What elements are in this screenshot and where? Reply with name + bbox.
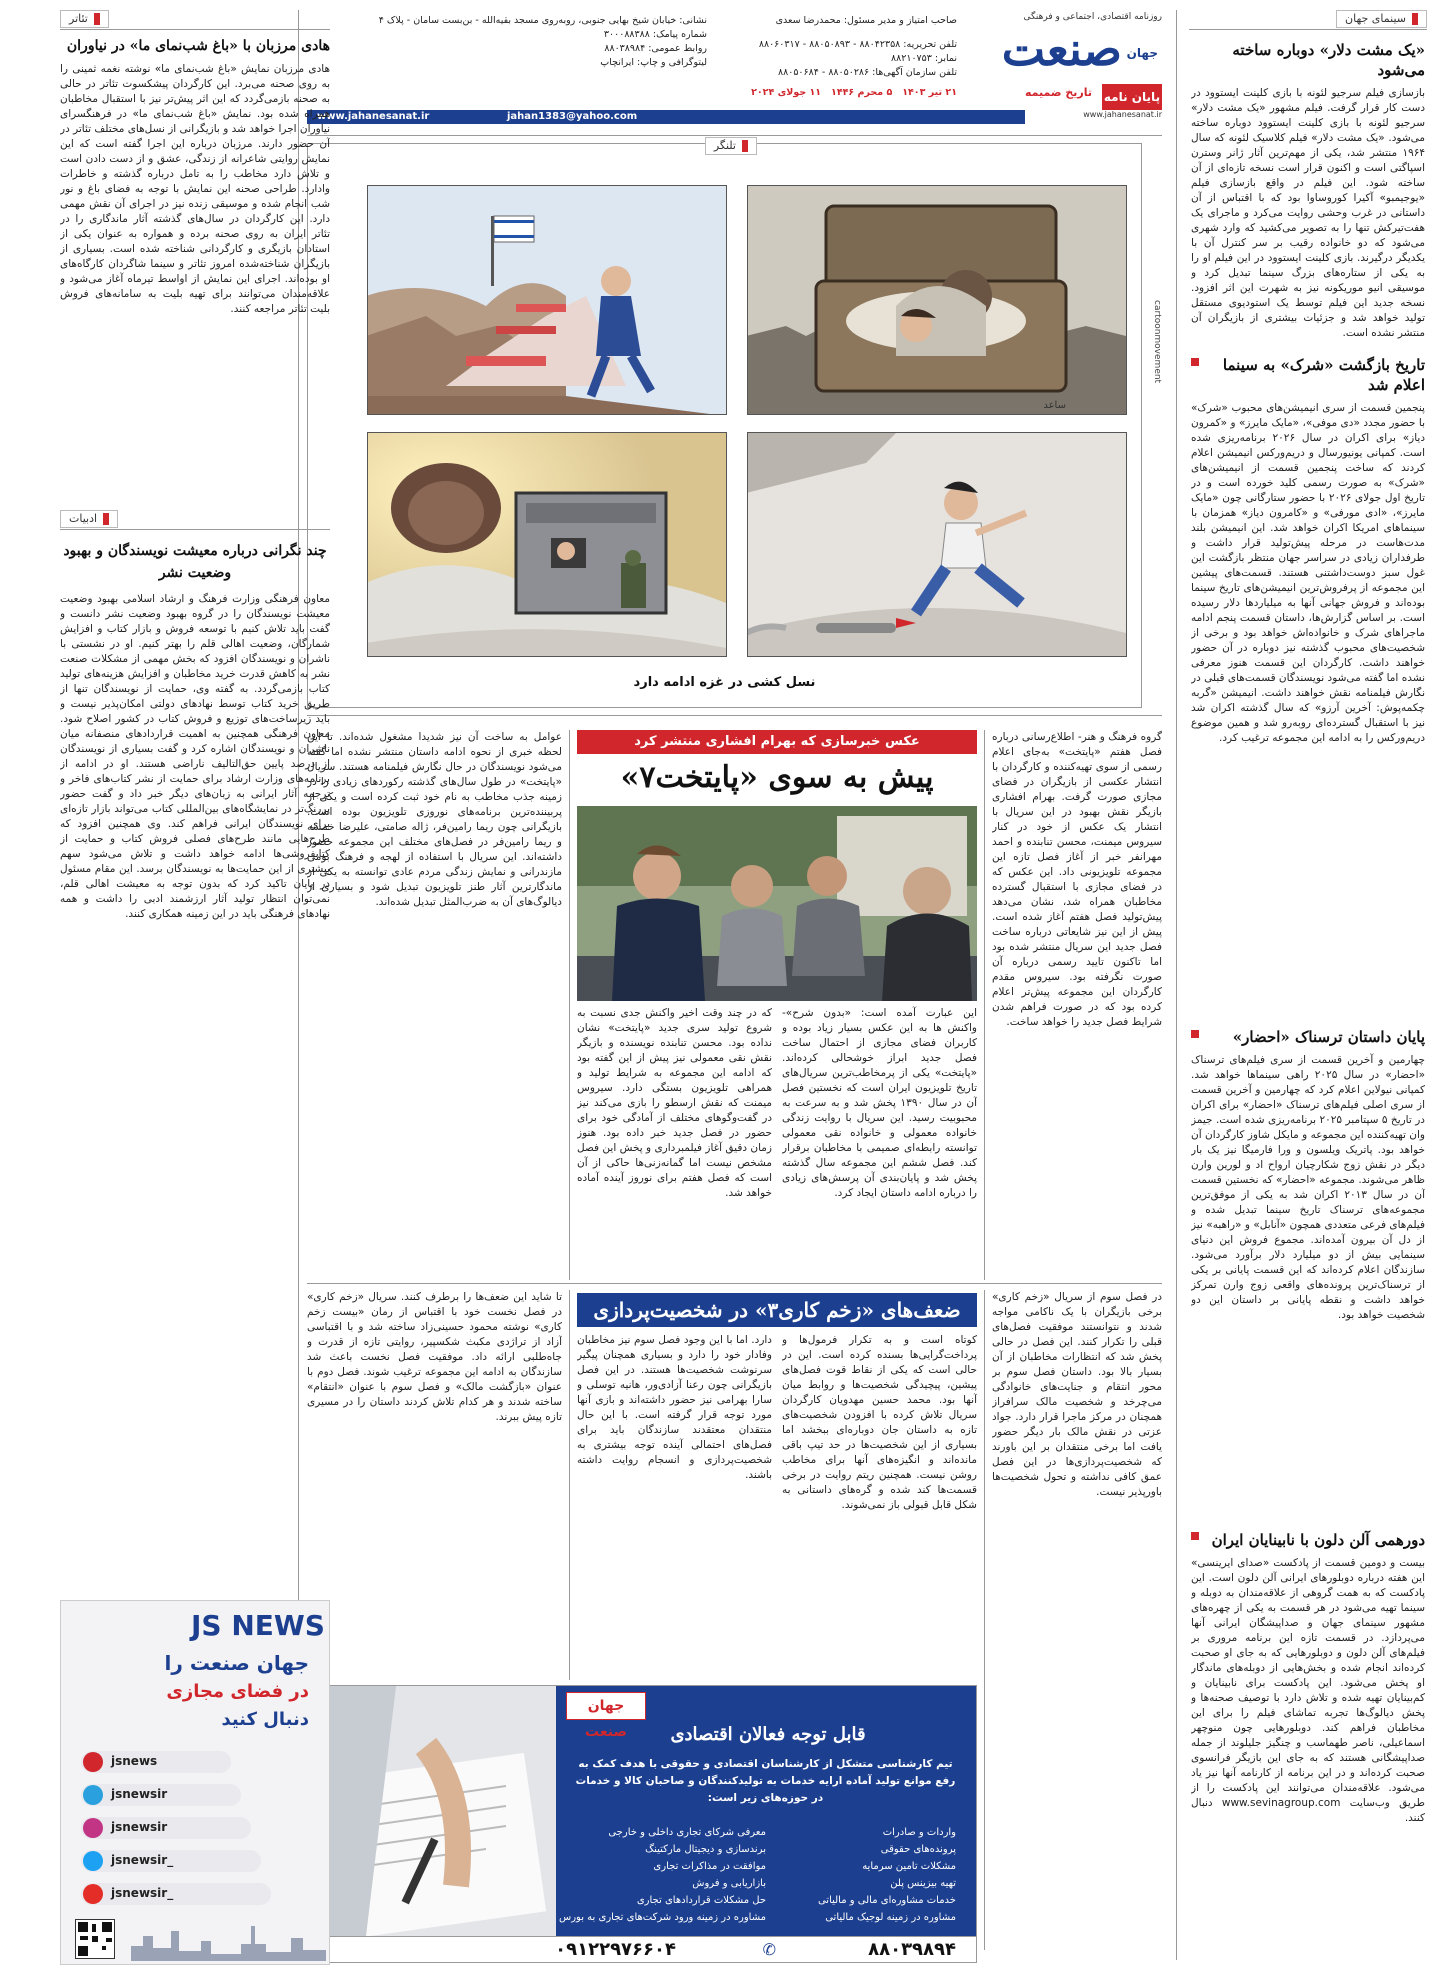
divider (307, 715, 1162, 716)
social-twitter[interactable] (81, 1850, 261, 1872)
article-body: کوتاه است و به تکرار فرمول‌ها و پرداخت‌گرایی‌ها بسنده کرده است. این در حالی است که یکی از نقاط قوت فصل‌های پیشین، پیچیدگی شخصیت‌ها و روابط میان آنها بود. محمد حسین مهدویان کارگردان سریال تلاش کرده با افزودن شخصیت‌های تازه به داستان جان دوباره‌ای ببخشد اما بسیاری از این شخصیت‌ها در حد تیپ باقی مانده‌اند و انگیزه‌های آنها برای مخاطب روشن نیست. همچنین ریتم روایت در برخی قسمت‌ها کند شده و گره‌های داستانی به شکل قابل قبولی باز نمی‌شوند. (782, 1334, 977, 1511)
masthead-info-right (717, 14, 957, 100)
ad-phone-1: ۸۸۰۳۹۸۹۴ (868, 1939, 956, 1960)
service-item: برندسازی و دیجیتال مارکتینگ (645, 1844, 766, 1855)
service-item: تهیه بیزینس پلن (890, 1878, 956, 1889)
date-persian: ۲۱ تیر ۱۴۰۳ (902, 87, 957, 98)
social-telegram[interactable] (81, 1784, 241, 1806)
masthead-website[interactable]: www.jahanesanat.ir (1083, 110, 1162, 119)
divider (307, 1283, 1162, 1284)
social-instagram[interactable] (81, 1817, 251, 1839)
social-handle: jsnewsir_ (111, 1853, 174, 1867)
sms: شماره پیامک: ۳۰۰۰۸۸۳۸۸ (603, 29, 707, 40)
main-article-col4 (307, 730, 562, 1275)
date-gregorian: ۱۱ جولای ۲۰۲۴ (751, 87, 822, 98)
suitcase-illustration (747, 186, 1126, 415)
social-jsnews[interactable] (81, 1751, 231, 1773)
ad-brand: جهان صنعت (566, 1692, 646, 1720)
service-item: واردات و صادرات (882, 1827, 956, 1838)
service-item: بازاریابی و فروش (692, 1878, 766, 1889)
article-title: پایان داستان ترسناک «احضار» (1232, 1028, 1425, 1046)
last-page-badge: پایان نامه (1102, 84, 1162, 110)
logo-sub: جهان (1126, 46, 1158, 60)
social-handle: jsnewsir_ (111, 1886, 174, 1900)
article-title: دورهمی آلن دلون با نابینایان ایران (1211, 1531, 1425, 1549)
section-tag-cinema: سینمای جهان (1336, 10, 1427, 28)
jsnews-line1: جهان صنعت را (164, 1651, 309, 1675)
social-youtube[interactable] (81, 1883, 271, 1905)
right-article-4 (1191, 1530, 1425, 1966)
right-article-1 (1191, 40, 1425, 386)
section-tag-literature: ادبیات (60, 510, 118, 528)
building-illustration (367, 433, 726, 657)
column-divider (569, 730, 570, 1280)
cartoon-suitcase (747, 185, 1127, 415)
telegram-icon (83, 1785, 103, 1805)
article-title: چند نگرانی درباره معیشت نویسندگان و بهبود وضعیت نشر (63, 543, 327, 581)
article-title: هادی مرزبان با «باغ شب‌نمای ما» در نیاوران (66, 38, 330, 54)
article-body: دارد. اما با این وجود فصل سوم نیز مخاطبان وفادار خود را دارد و بسیاری همچنان پیگیر سرنوشت شخصیت‌ها هستند. در این فصل بازیگرانی چون رعنا آزادی‌ور، هانیه توسلی و سارا بهرامی نیز حضور داشته‌اند و بازی آنها مورد توجه قرار گرفته است. با این حال منتقدان معتقدند سازندگان باید برای فصل‌های احتمالی آینده توجه بیشتری به شخصیت‌پردازی و انسجام روایت داشته باشند. (577, 1334, 772, 1481)
dates (717, 86, 957, 100)
divider (60, 529, 330, 530)
jsnews-line3: دنبال کنید (221, 1709, 309, 1730)
printing: لیتوگرافی و چاپ: ایرانچاپ (600, 57, 707, 68)
main-article-col2 (782, 1006, 977, 1276)
qr-code-icon (75, 1919, 115, 1959)
ad-phone-bar (307, 1936, 976, 1962)
article-body: پنجمین قسمت از سری انیمیشن‌های محبوب «شرک» با حضور مجدد «دی موفی»، «مایک مایرز» و «کمرون دیاز» برای اکران در سال ۲۰۲۶ برنامه‌ریزی شده است. کمپانی یونیورسال و دریم‌ورکس انیمیشن اعلام کردند که ساخت پنجمین قسمت از انیمیشن‌های «شرک» به صورت رسمی کلید خورده است و در تاریخ اول جولای ۲۰۲۶ با حضور ستارگانی چون «مایک مایرز»، «ادی مورفی» و «کامرون دیاز» همزمان با سینماهای امریکا اکران خواهد شد. این انیمیشن بلند مدت‌هاست در مرحله پیش‌تولید قرار داشت و طرفداران زیادی در سراسر جهان منتظر بازگشت این غول سبز دوست‌داشتنی هستند. قسمت‌های پیشین این مجموعه از پرفروش‌ترین انیمیشن‌های تاریخ سینما بوده‌اند و فروش جهانی آنها به میلیاردها دلار رسیده است. بر اساس گزارش‌ها، داستان قسمت پنجم ادامه ماجراهای شرک و خانواده‌اش خواهد بود و برخی از شخصیت‌های محبوب گذشته نیز دوباره در آن حضور خواهند داشت. کارگردان این قسمت هنوز معرفی نشده اما گفته می‌شود نویسندگان قسمت‌های قبلی در نگارش فیلمنامه نقش خواهند داشت. انیمیشن «گربه چکمه‌پوش: آخرین آرزو» که سال گذشته اکران شد نیز با استقبال گسترده‌ای روبه‌رو شد و همین موضوع دریم‌ورکس را به ادامه این مجموعه ترغیب کرد. (1191, 402, 1425, 744)
date-hijri: ۵ محرم ۱۴۴۶ (831, 87, 893, 98)
jsnews-ad (60, 1600, 330, 1965)
photo-actors (577, 806, 977, 1001)
service-item: حل مشکلات قراردادهای تجاری (636, 1895, 766, 1906)
literature-article (60, 540, 330, 1672)
service-item: مشاوره در زمینه ورود شرکت‌های تجاری به بورس (559, 1912, 766, 1923)
last-page-sub: تاریخ ضمیمه (1024, 86, 1092, 99)
city-skyline (131, 1916, 326, 1961)
service-item: خدمات مشاوره‌ای مالی و مالیاتی (817, 1895, 956, 1906)
address: نشانی: خیابان شیخ بهایی جنوبی، روبه‌روی مسجد بقیه‌الله - بن‌بست سامان - پلاک ۴ (378, 15, 707, 26)
right-article-3 (1191, 1027, 1425, 1523)
divider (60, 29, 330, 30)
website-icon (83, 1752, 103, 1772)
section-tag-theatre: تئاتر (60, 10, 109, 28)
website-link[interactable]: www.jahanesanat.ir (317, 111, 430, 122)
article-body: در فصل سوم از سریال «زخم کاری» برخی بازیگران با یک ناکامی مواجه شدند و نتوانستند موفقیت فصل‌های قبلی را تکرار کنند. این فصل در حالی پخش شد که انتظارات مخاطبان از آن بسیار بالا بود. داستان فصل سوم بر محور انتقام و جنایت‌های خانوادگی می‌چرخد و شخصیت مالک سرافراز همچنان در مرکز ماجرا قرار دارد. جواد عزتی در نقش مالک بار دیگر حضور یافت اما برخی منتقدان بر این باورند که شخصیت‌پردازی‌ها در این فصل عمق کافی نداشته و تحول شخصیت‌ها باورپذیر نیست. (992, 1291, 1162, 1498)
section-tag-cartoons: تلنگر (705, 137, 757, 155)
service-item: پرونده‌های حقوقی (880, 1844, 956, 1855)
article2-headline: ضعف‌های «زخم کاری۳» در شخصیت‌پردازی (593, 1298, 961, 1322)
article2-headline-bar (577, 1293, 977, 1327)
masthead-info-left (307, 14, 707, 70)
tagline: روزنامه اقتصادی، اجتماعی و فرهنگی (1023, 12, 1162, 22)
article-title: تاریخ بازگشت «شرک» به سینما اعلام شد (1222, 356, 1425, 394)
article-body: چهارمین و آخرین قسمت از سری فیلم‌های ترسناک «احضار» در سال ۲۰۲۵ راهی سینماها خواهد شد. کمپانی نیولاین اعلام کرد که چهارمین و آخرین قسمت از سری اصلی فیلم‌های ترسناک «احضار» برای اکران در تاریخ ۵ سپتامبر ۲۰۲۵ برنامه‌ریزی شده است. جیمز وان تهیه‌کننده این مجموعه و مایکل شاوز کارگردان آن خواهد بود. پاتریک ویلسون و ورا فارمیگا نیز یک بار دیگر در نقش زوج شکارچیان ارواح اد و لورین وارن ظاهر می‌شوند. مجموعه «احضار» که نخستین قسمت آن در سال ۲۰۱۳ اکران شد به یکی از موفق‌ترین مجموعه‌های ترسناک تاریخ سینما تبدیل شده و فیلم‌های فرعی متعددی همچون «آنابل» و «راهبه» نیز از دل آن بیرون آمده‌اند. مجموع فروش این دنیای سینمایی بیش از دو میلیارد دلار برآورد می‌شود. سازندگان اعلام کرده‌اند که این قسمت پایانی بر یکی از ترسناک‌ترین پرونده‌های واقعی زوج وارن تمرکز خواهد داشت و نقطه پایانی بر داستان این دو شخصیت خواهد بود. (1191, 1054, 1425, 1321)
social-handle: jsnewsir (111, 1820, 168, 1834)
article2-col4 (307, 1290, 562, 1680)
article-body: بازسازی فیلم سرجیو لئونه با بازی کلینت ایستوود در دست کار قرار گرفت. فیلم مشهور «یک مشت دلار» سرجیو لئونه با بازی کلینت ایستوود دوباره ساخته می‌شود. «یک مشت دلار» فیلم کلاسیک لئونه که سال ۱۹۶۴ منتشر شد، یکی از مهم‌ترین آثار ژانر وسترن اسپاگتی است و اکنون قرار است نسخه تازه‌ای از آن ساخته شود. این فیلم در واقع بازسازی فیلم «یوجیمبو» آکیرا کوروساوا بود که با اقتباس از آن داستانی در غرب وحشی روایت می‌کرد و ماجرای یک هفت‌تیرکش تنها را به تصویر می‌کشید که وارد شهری می‌شود که دو خانواده رقیب بر سر کنترل آن با یکدیگر درگیرند. بازی کلینت ایستوود در این فیلم او را به یکی از ستاره‌های بزرگ سینما تبدیل کرد و موسیقی انیو موریکونه نیز به شهرت این اثر افزود. نسخه جدید این فیلم توسط یک استودیوی مستقل تولید خواهد شد و جزئیات بیشتری از بازیگران آن منتشر نشده است. (1191, 87, 1425, 339)
cartoon-credit: cartoonmovement (1152, 300, 1162, 384)
divider (307, 135, 1162, 136)
article-body: معاون فرهنگی وزارت فرهنگ و ارشاد اسلامی بهبود وضعیت معیشت نویسندگان را در گروه بهبود وضعیت نشر دانست و گفت باید تلاش کنیم با توسعه فروش و بازار کتاب و افزایش شمارگان، وضعیت اهالی قلم را بهتر کنیم. او در نشستی با ناشران و نویسندگان افزود که بخش مهمی از مشکلات صنعت نشر به کاهش قدرت خرید مخاطبان و افزایش هزینه‌های تولید کتاب بازمی‌گردد. به گفته وی، حمایت از نویسندگان تنها از طریق خرید کتاب توسط نهادهای دولتی امکان‌پذیر نیست و باید زیرساخت‌های توزیع و فروش کتاب در کشور اصلاح شود. معاون فرهنگی همچنین به اهمیت قراردادهای منصفانه میان ناشران و نویسندگان اشاره کرد و گفت بسیاری از نویسندگان از درصد پایین حق‌التالیف ناراضی هستند. او در ادامه از برنامه‌های وزارت ارشاد برای حمایت از نشر کتاب‌های فاخر و ترجمه آثار ایرانی به زبان‌های دیگر خبر داد و گفت حضور پررنگ‌تر در نمایشگاه‌های بین‌المللی کتاب می‌تواند بازار تازه‌ای برای نویسندگان ایرانی فراهم کند. وی همچنین افزود که طرح‌هایی مانند طرح‌های فصلی فروش کتاب و حمایت از کتابفروشی‌ها ادامه خواهد داشت و تلاش می‌شود سهم بیشتری از این حمایت‌ها به نویسندگان برسد. این مقام مسئول در پایان تاکید کرد که بدون توجه به معیشت اهالی قلم، نمی‌توان انتظار تولید آثار ارزشمند ادبی را داشت و همه نهادهای فرهنگی باید در این زمینه همکاری کنند. (60, 593, 330, 920)
logo-main: صنعت (1001, 22, 1122, 76)
cartoon-caption: نسل کشی در غزه ادامه دارد (633, 675, 816, 690)
cartoon-building (367, 432, 727, 657)
theatre-article (60, 36, 330, 492)
phone-editorial: تلفن تحریریه: ۸۸۰۴۲۳۵۸ - ۸۸۰۵۰۸۹۳ - ۸۸۰۶۰۳۱۷ (758, 39, 957, 50)
ad-services-left (559, 1824, 766, 1926)
staircase-illustration (367, 186, 726, 415)
cartoon-staircase (367, 185, 727, 415)
fax: نمابر: ۸۸۲۱۰۷۵۳ (891, 53, 957, 64)
main-article-col1 (992, 730, 1162, 1275)
masthead-logo (967, 10, 1162, 120)
youtube-icon (83, 1884, 103, 1904)
service-item: معرفی شرکای تجاری داخلی و خارجی (608, 1827, 766, 1838)
services-ad (307, 1685, 977, 1963)
article2-col2 (782, 1333, 977, 1678)
article-title: «یک مشت دلار» دوباره ساخته می‌شود (1232, 41, 1425, 79)
ad-phone-2: ۰۹۱۲۲۹۷۶۶۰۴ (555, 1939, 676, 1960)
svg-text:ساعد: ساعد (1043, 400, 1066, 411)
cartoon-runner (747, 432, 1127, 657)
jsnews-brand: JS NEWS (191, 1609, 325, 1642)
ad-intro: تیم کارشناسی متشکل از کارشناسان اقتصادی و حقوقی با هدف کمک به رفع موانع تولید آماده ارایه خدمات به تولیدکنندگان و صاحبان کالا و خدمات در حوزه‌های زیر است: (575, 1758, 956, 1804)
twitter-icon (83, 1851, 103, 1871)
phone-icon: ✆ (762, 1940, 776, 1959)
service-item: مشاوره در زمینه لوجیک مالیاتی (825, 1912, 956, 1923)
public-relations: روابط عمومی: ۸۸۰۳۸۹۸۴ (604, 43, 707, 54)
service-item: موافقت در مذاکرات تجاری (653, 1861, 766, 1872)
article-body: عوامل به ساخت آن نیز شدیدا مشغول شده‌اند. تا این لحظه خبری از نحوه ادامه داستان منتشر نشده اما گفته می‌شود نویسندگان در حال نگارش فیلمنامه هستند. سریال «پایتخت» در طول سال‌های گذشته رکوردهای زیادی را در زمینه جذب مخاطب به نام خود ثبت کرده است و یکی از پربیننده‌ترین برنامه‌های نوروزی تلویزیون بوده است. بازیگرانی چون ریما رامین‌فر، ژاله صامتی، علیرضا خمسه و ریما رامین‌فر در فصل‌های مختلف این مجموعه حضور داشته‌اند. این سریال با استفاده از لهجه و فرهنگ بومی مازندرانی و نمایش زندگی مردم عادی توانسته به یکی از ماندگارترین آثار طنز تلویزیون تبدیل شود و بسیاری از دیالوگ‌های آن به ضرب‌المثل تبدیل شده‌اند. (307, 731, 562, 908)
ad-services-right (771, 1824, 956, 1926)
ad-photo (307, 1686, 556, 1936)
article-body: بیست و دومین قسمت از پادکست «صدای ایرینسی» این هفته درباره دوبلورهای ایرانی آلن دلون است. این پادکست که به همت گروهی از علاقه‌مندان به دوبله و سینما تهیه می‌شود در هر قسمت به یکی از چهره‌های مشهور سینمای جهان و صداپیشگان ایرانی آنها می‌پردازد. در قسمت تازه این برنامه مروری بر فیلم‌های آلن دلون و دوبلورهایی که به جای او صحبت کرده‌اند انجام شده و بخش‌هایی از دوبله‌های ماندگار او پخش می‌شود. این پادکست برای نابینایان و کم‌بینایان تهیه شده و تلاش دارد با توصیف صحنه‌ها و پخش دیالوگ‌ها تجربه تماشای فیلم را برای این مخاطبان فراهم کند. دوبلورهایی چون منوچهر اسماعیلی، ناصر طهماسب و چنگیز جلیلوند از جمله صداپیشگانی هستند که به جای این بازیگر فرانسوی صحبت کرده‌اند و در این برنامه از کارنامه آنها نیز یاد می‌شود. علاقه‌مندان می‌توانند این پادکست را از طریق وب‌سایت www.sevinagroup.com دنبال کنند. (1191, 1557, 1425, 1824)
column-divider (569, 1290, 570, 1680)
phone-ads: تلفن سازمان آگهی‌ها: ۸۸۰۵۰۲۸۶ - ۸۸۰۵۰۶۸۴ (778, 67, 957, 78)
article2-col1 (992, 1290, 1162, 1950)
column-divider (1176, 10, 1177, 1960)
service-item: مشکلات تامین سرمایه (862, 1861, 956, 1872)
instagram-icon (83, 1818, 103, 1838)
divider (1189, 29, 1427, 30)
article-body: که در چند وقت اخیر واکنش جدی نسبت به شروع تولید سری جدید «پایتخت» نشان نداده بود. محسن تنابنده نویسنده و بازیگر نقش نقی معمولی نیز پیش از این گفته بود که ادامه این مجموعه به شرایط تولید و همراهی تلویزیون بستگی دارد. سیروس میمنت که نقش ارسطو را بازی می‌کند نیز در گفت‌وگوهای مختلف از آمادگی خود برای حضور در فصل جدید خبر داده بود. هنوز زمان دقیق آغاز فیلمبرداری و پخش این فصل مشخص نیست اما گمانه‌زنی‌ها حاکی از آن است که فصل هفتم برای نوروز آینده آماده خواهد شد. (577, 1007, 772, 1199)
contact-bar (307, 110, 1025, 124)
article-body: هادی مرزبان نمایش «باغ شب‌نمای ما» نوشته نغمه ثمینی را به روی صحنه می‌برد. این کارگردان پیشکسوت تئاتر در حالی به صحنه بازمی‌گردد که این اثر پیش‌تر نیز با استقبال مخاطبان همراه شده بود. نمایش «باغ شب‌نمای ما» در فرهنگسرای نیاوران اجرا خواهد شد و بازیگرانی از نسل‌های مختلف تئاتر در آن حضور دارند. مرزبان درباره این اجرا گفته است که این نمایش روایتی شاعرانه از زندگی، عشق و از دست دادن است و تلاش دارد مخاطب را به تامل درباره گذشته و خاطرات وادارد. طراحی صحنه این نمایش با توجه به فضای باغ و نور شب انجام شده و موسیقی زنده نیز در اجرای آن نقش مهمی دارد. این کارگردان در سال‌های گذشته آثار ماندگاری را در تئاتر ایران به روی صحنه برده و همواره به عنوان یکی از استادان بازیگری و کارگردانی شناخته شده است. بسیاری از بازیگران شناخته‌شده امروز تئاتر و سینما شاگردان کارگاه‌های او بوده‌اند. اجرای این نمایش از اواسط تیرماه آغاز می‌شود و علاقه‌مندان می‌توانند برای تهیه بلیت به سامانه‌های فروش بلیت تئاتر مراجعه کنند. (60, 63, 330, 315)
editor-line: صاحب امتیاز و مدیر مسئول: محمدرضا سعدی (775, 15, 957, 26)
jsnews-line2: در فضای مجازی (166, 1681, 309, 1702)
email-link[interactable]: jahan1383@yahoo.com (507, 111, 638, 122)
right-article-2 (1191, 355, 1425, 1041)
column-divider (984, 1290, 985, 1950)
main-article-col3 (577, 1006, 772, 1276)
column-divider (984, 730, 985, 1280)
article2-col3 (577, 1333, 772, 1678)
social-handle: jsnewsir (111, 1787, 168, 1801)
social-handle: jsnews (111, 1754, 158, 1768)
runner-illustration (747, 433, 1126, 657)
main-headline: پیش به سوی «پایتخت۷» (620, 760, 934, 795)
ad-title: قابل توجه فعالان اقتصادی (670, 1724, 866, 1745)
handwriting-illustration (307, 1686, 556, 1936)
article-body: گروه فرهنگ و هنر- اطلاع‌رسانی درباره فصل هفتم «پایتخت» به‌جای اعلام رسمی از سوی تهیه‌کننده و کارگردان با انتشار عکسی از بازیگران در فضای مجازی صورت گرفت. بهرام افشاری بازیگر نقش بهبود در این سریال با انتشار یک عکس از خود در کنار سیروس میمنت، محسن تنابنده و احمد مهرانفر خبر از آغاز فصل تازه این مجموعه تلویزیونی داد. این عکس که در فضای مجازی با استقبال گسترده مخاطبان همراه شد، نشان می‌دهد پیش‌تولید فصل هفتم آغاز شده است. پیش از این نیز شایعاتی درباره ساخت فصل جدید این سریال منتشر شده بود اما تاکنون تایید رسمی درباره آن صورت نگرفته بود. سیروس مقدم کارگردان این مجموعه پیش‌تر اعلام کرده بود که در صورت فراهم شدن شرایط فصل جدید را خواهد ساخت. (992, 731, 1162, 1028)
kicker-text: عکس خبرسازی که بهرام افشاری منتشر کرد (634, 734, 920, 749)
article-photo (577, 806, 977, 1001)
article-body: این عبارت آمده است: «بدون شرح»- واکنش ها به این عکس بسیار زیاد بوده و کاربران فضای مجازی از احتمال ساخت فصل جدید ابراز خوشحالی کرده‌اند. «پایتخت» یکی از پرمخاطب‌ترین سریال‌های تاریخ تلویزیون ایران است که نخستین فصل آن در سال ۱۳۹۰ پخش شد و به سرعت به محبوبیت رسید. این سریال با روایت زندگی خانواده معمولی و خانواده نقی معمولی توانسته رابطه‌ای صمیمی با مخاطبان برقرار کند. فصل ششم این مجموعه سال گذشته پخش شد و پایان‌بندی آن پرسش‌های زیادی را درباره ادامه داستان ایجاد کرد. (782, 1007, 977, 1199)
article-body: تا شاید این ضعف‌ها را برطرف کنند. سریال «زخم کاری» در فصل نخست خود با اقتباس از رمان «بیست زخم کاری» نوشته محمود حسینی‌زاد ساخته شد و با اقتباسی آزاد از تراژدی مکبث شکسپیر، روایتی تازه از قدرت و جاه‌طلبی ارائه داد. موفقیت فصل نخست باعث شد سازندگان به ادامه این مجموعه ترغیب شوند. فصل دوم با عنوان «بازگشت مالک» و فصل سوم با عنوان «انتقام» ساخته شدند و هر کدام تلاش کردند داستان را در مسیری تازه پیش ببرند. (307, 1291, 562, 1423)
main-kicker (577, 730, 977, 754)
